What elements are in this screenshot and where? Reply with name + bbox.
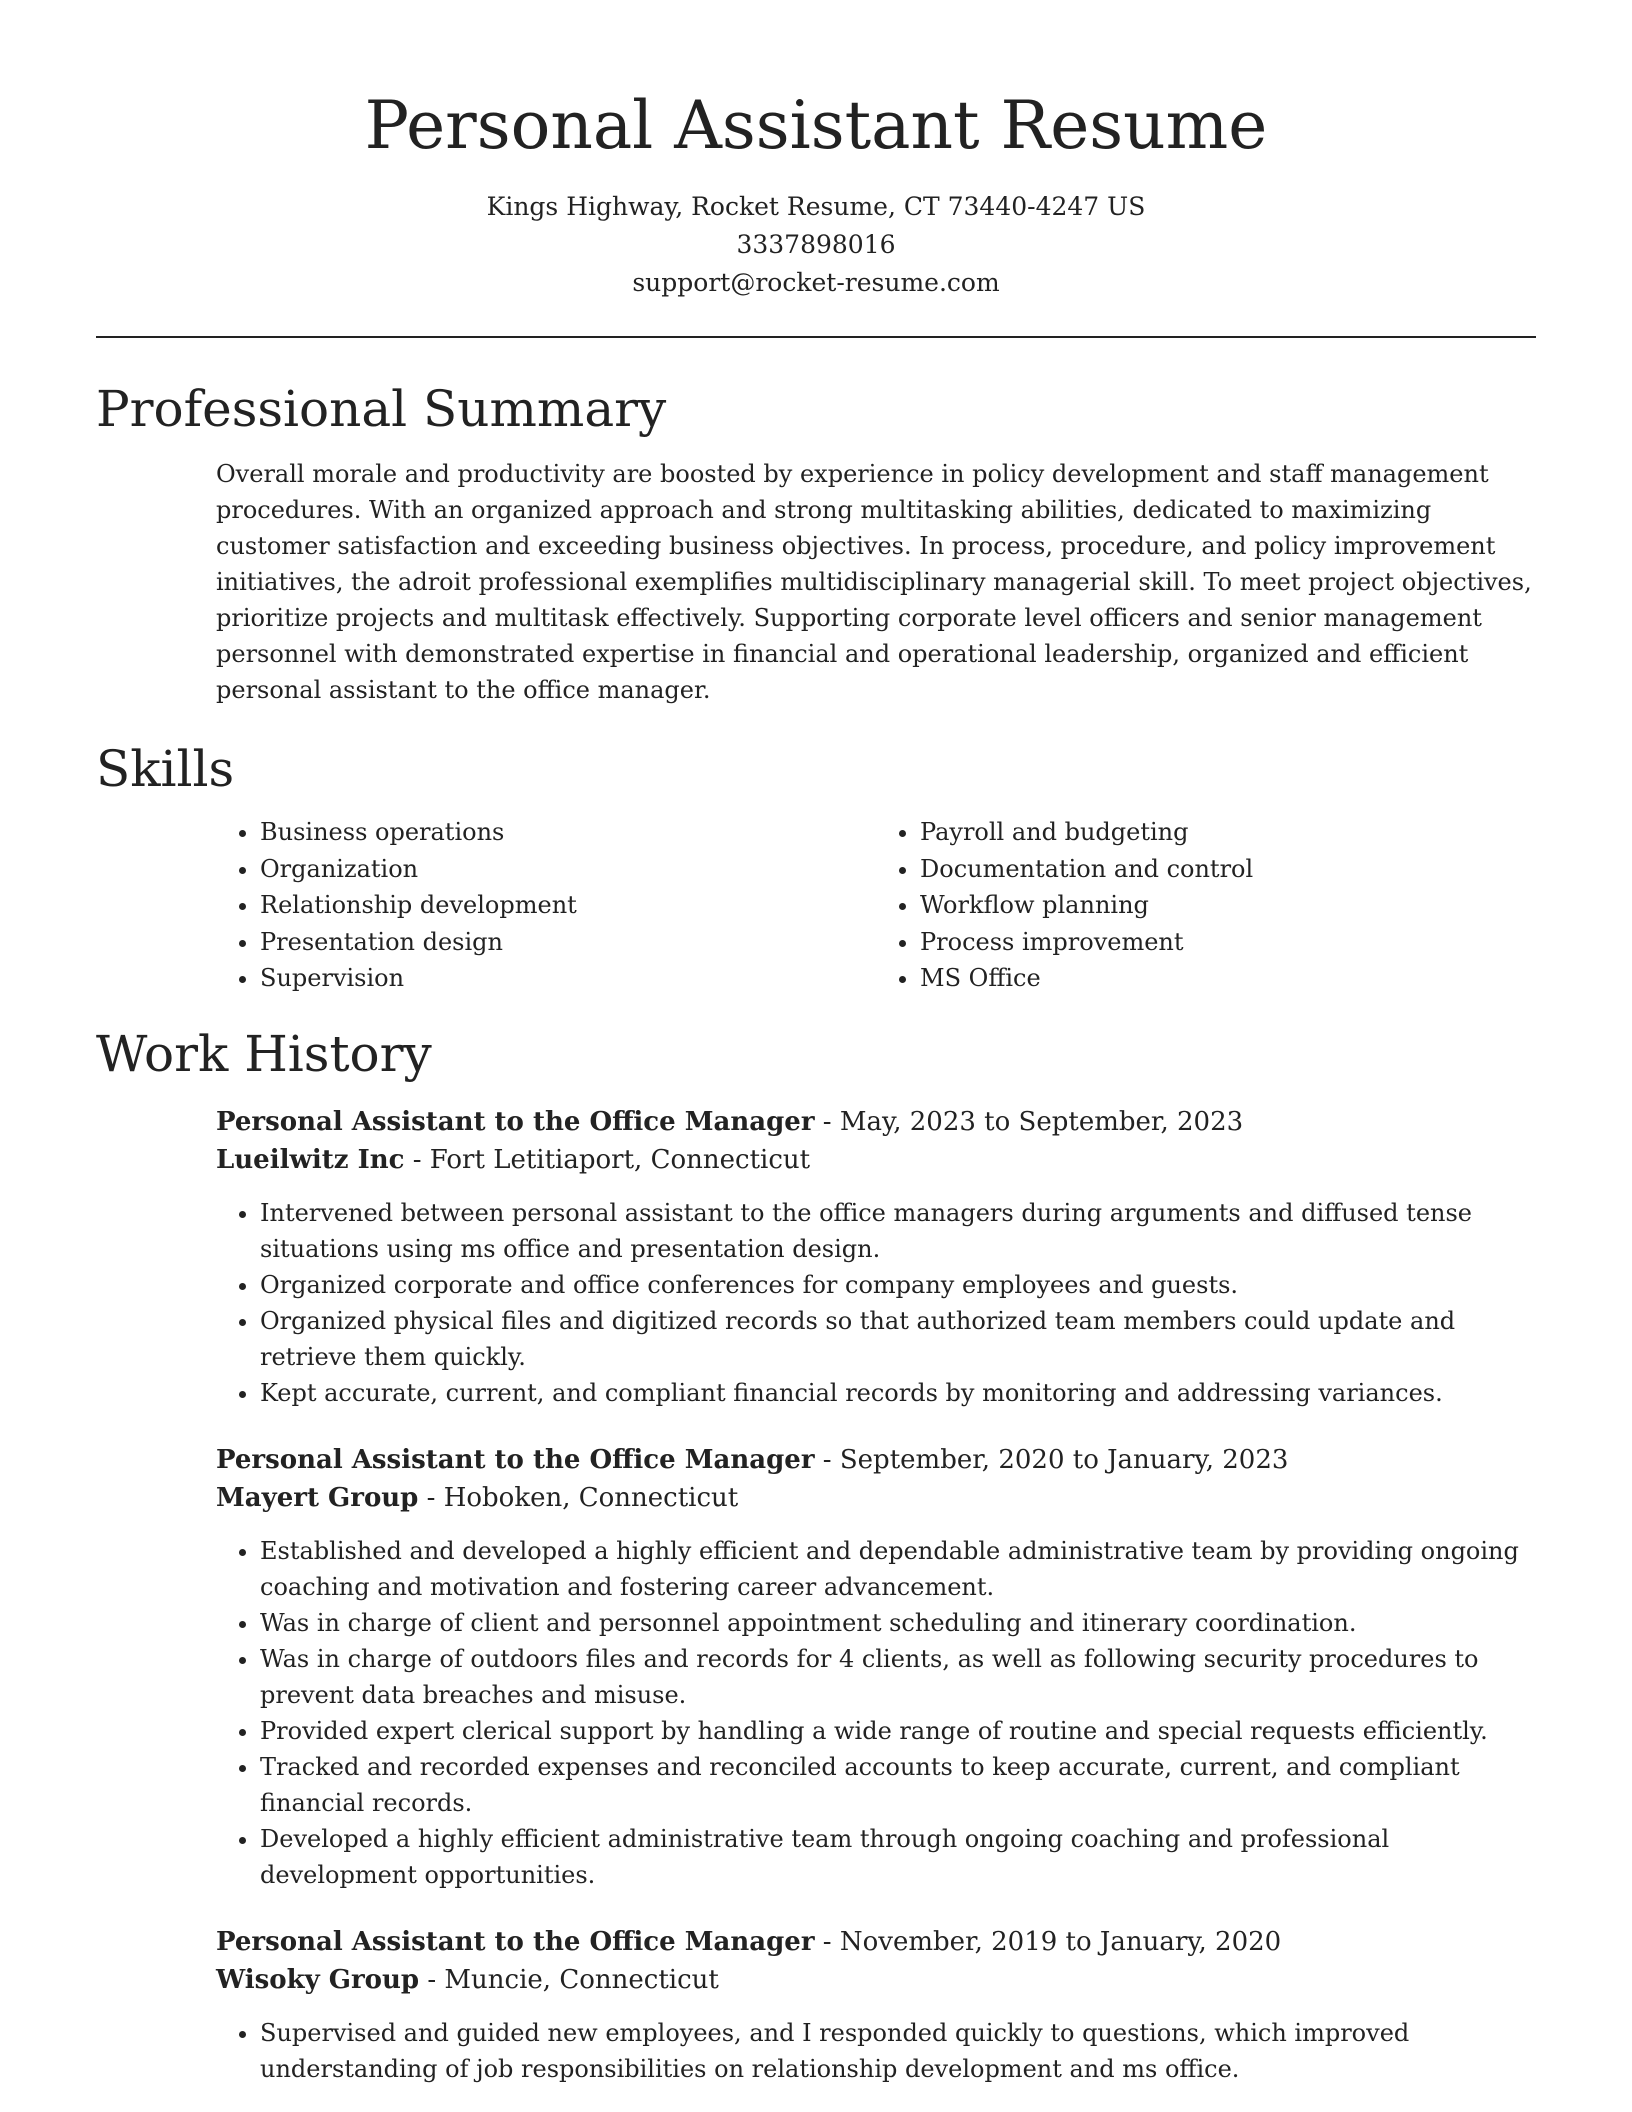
job-title: Personal Assistant to the Office Manager <box>216 1444 815 1475</box>
job-bullet: • Developed a highly efficient administrative team through ongoing coaching and professional development opportunities. <box>260 1821 1536 1893</box>
job-bullet: • Supervised and guided new employees, and I responded quickly to questions, which improved understanding of job responsibilities on relationship development and ms office. <box>260 2015 1536 2087</box>
job-dates: - September, 2020 to January, 2023 <box>814 1444 1289 1475</box>
job-company-line <box>216 1479 1536 1517</box>
skill-item: • Workflow planning <box>920 887 1536 924</box>
skill-item: • Process improvement <box>920 924 1536 961</box>
skill-item: • Presentation design <box>260 924 876 961</box>
section-title-skills: Skills <box>96 740 235 798</box>
job-entry-2 <box>216 1441 1536 1893</box>
contact-address: Kings Highway, Rocket Resume, CT 73440-4247 US <box>486 192 1146 221</box>
skills-section <box>96 734 1536 997</box>
job-bullet: • Kept accurate, current, and compliant financial records by monitoring and addressing variances. <box>260 1375 1536 1411</box>
contact-email: support@rocket-resume.com <box>632 268 1000 297</box>
job-company: Mayert Group <box>216 1482 419 1513</box>
job-location: - Muncie, Connecticut <box>419 1964 719 1995</box>
job-bullet: • Organized corporate and office conferences for company employees and guests. <box>260 1267 1536 1303</box>
job-company: Lueilwitz Inc <box>216 1144 405 1175</box>
skill-item: • Documentation and control <box>920 851 1536 888</box>
job-title: Personal Assistant to the Office Manager <box>216 1926 815 1957</box>
job-location: - Fort Letitiaport, Connecticut <box>404 1144 811 1175</box>
section-title-summary: Professional Summary <box>96 380 667 438</box>
skills-list-left <box>216 814 876 997</box>
job-company-line <box>216 1141 1536 1179</box>
job-title-line <box>216 1103 1536 1141</box>
job-title-line <box>216 1441 1536 1479</box>
skill-item: • Business operations <box>260 814 876 851</box>
job-dates: - May, 2023 to September, 2023 <box>814 1106 1244 1137</box>
job-bullet: • Was in charge of client and personnel appointment scheduling and itinerary coordination. <box>260 1605 1536 1641</box>
skill-item: • Organization <box>260 851 876 888</box>
job-bullets <box>216 1195 1536 1411</box>
contact-phone: 3337898016 <box>736 230 896 259</box>
skills-list-right <box>876 814 1536 997</box>
job-bullets <box>216 2015 1536 2087</box>
header-divider <box>96 336 1536 338</box>
job-bullet: • Tracked and recorded expenses and reconciled accounts to keep accurate, current, and compliant financial records. <box>260 1749 1536 1821</box>
job-location: - Hoboken, Connecticut <box>418 1482 739 1513</box>
resume-page <box>96 0 1536 2112</box>
job-company-line <box>216 1961 1536 1999</box>
contact-block <box>96 188 1536 302</box>
skill-item: • Payroll and budgeting <box>920 814 1536 851</box>
job-bullet: • Intervened between personal assistant to the office managers during arguments and diffused tense situations using ms office and presentation design. <box>260 1195 1536 1267</box>
job-dates: - November, 2019 to January, 2020 <box>814 1926 1282 1957</box>
professional-summary-section <box>96 374 1536 708</box>
skill-item: • Relationship development <box>260 887 876 924</box>
job-title: Personal Assistant to the Office Manager <box>216 1106 815 1137</box>
skill-item: • MS Office <box>920 960 1536 997</box>
job-company: Wisoky Group <box>216 1964 420 1995</box>
job-bullet: • Was in charge of outdoors files and records for 4 clients, as well as following security procedures to prevent data breaches and misuse. <box>260 1641 1536 1713</box>
job-bullet: • Organized physical files and digitized records so that authorized team members could update and retrieve them quickly. <box>260 1303 1536 1375</box>
skills-grid <box>216 814 1536 997</box>
skill-item: • Supervision <box>260 960 876 997</box>
job-entry-1 <box>216 1103 1536 1411</box>
job-bullet: • Established and developed a highly efficient and dependable administrative team by providing ongoing coaching and motivation and fostering career advancement. <box>260 1533 1536 1605</box>
job-bullet: • Provided expert clerical support by handling a wide range of routine and special requests efficiently. <box>260 1713 1536 1749</box>
summary-text: Overall morale and productivity are boosted by experience in policy development and staff management procedures. With an organized approach and strong multitasking abilities, dedicated to maximizing customer satisfaction and exceeding business objectives. In process, procedure, and policy improvement initiatives, the adroit professional exemplifies multidisciplinary managerial skill. To meet project objectives, prioritize projects and multitask effectively. Supporting corporate level officers and senior management personnel with demonstrated expertise in financial and operational leadership, organized and efficient personal assistant to the office manager. <box>216 460 1532 704</box>
resume-title: Personal Assistant Resume <box>364 87 1268 164</box>
work-history-section <box>96 1019 1536 2087</box>
job-entry-3 <box>216 1923 1536 2087</box>
job-title-line <box>216 1923 1536 1961</box>
job-bullets <box>216 1533 1536 1893</box>
section-title-work-history: Work History <box>96 1024 432 1083</box>
resume-header <box>96 0 1536 302</box>
